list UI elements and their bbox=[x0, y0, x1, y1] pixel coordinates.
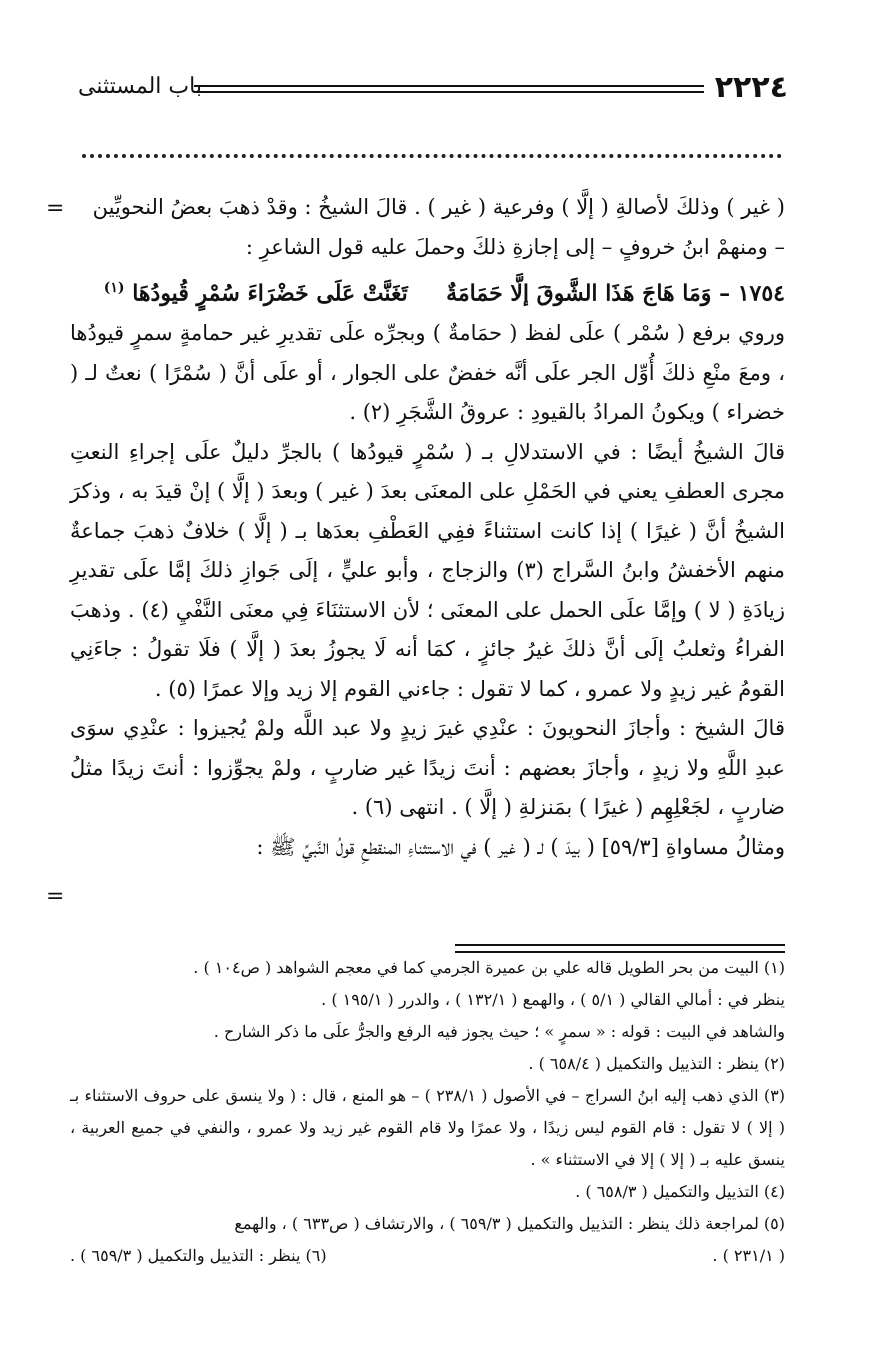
paragraph-2: وروي برفع ( سُمْر ) علَى لفظ ( حمَامةٌ ) وبجرِّه علَى تقديرِ غير حمامةٍ سمرٍ قيودُها ، ومعَ منْعِ ذلكَ أُوِّل الجر علَى أنَّه خفضٌ على الجوار ، أو علَى أنَّ ( سُمْرًا ) نعتٌ لـ ( خضراء ) ويكونُ المرادُ بالقيودِ : عروقُ الشَّجَرِ (٢) . bbox=[70, 321, 785, 425]
verse-number: ١٧٥٤ – bbox=[719, 280, 785, 307]
verse-second-hemistich: تَغَنَّتْ عَلَى خَضْرَاءَ سُمْرٍ قُيودُهَا bbox=[132, 280, 408, 307]
verse-footnote-ref: (١) bbox=[103, 280, 125, 296]
footnote-1-line-1: (١) البيت من بحر الطويل قاله علي بن عميرة الجرمي كما في معجم الشواهد ( ص١٠٤ ) . bbox=[193, 958, 785, 977]
footnotes bbox=[70, 952, 785, 1272]
footnote-5-cont: ( ٢٣١/١ ) . bbox=[712, 1246, 785, 1265]
footnote-5-6-row bbox=[70, 1240, 785, 1272]
paragraph-1-line-2: – ومنهمْ ابنُ خروفٍ – إلى إجازةِ ذلكَ وحملَ عليه قول الشاعرِ : bbox=[245, 234, 785, 259]
paragraph-5: ومثالُ مساواةِ [٥٩/٣] ( بيدَ ) لـ ( غير ) في الاستثناءِ المنقطعِ قولُ النَّبيِّ ﷺ : bbox=[256, 834, 785, 859]
footnote-2: (٢) ينظر : التذييل والتكميل ( ٦٥٨/٤ ) . bbox=[528, 1054, 785, 1073]
footnote-3: (٣) الذي ذهب إليه ابنُ السراج – في الأصول ( ٢٣٨/١ ) – هو المنع ، قال : ( ولا ينسق على حروف الاستثناء بـ ( إلا ) لا تقول : قام القوم ليس زيدًا ، ولا عمرًا ولا قام القوم غير زيد ولا عمرو ، والنفي في جميع العربية ، ينسق عليه بـ ( إلا ) إلا في الاستثناء » . bbox=[70, 1086, 786, 1169]
main-text bbox=[70, 188, 785, 867]
paragraph-4: قالَ الشيخ : وأجازَ النحويونَ : عنْدِي غيرَ زيدٍ ولا عبد اللَّه ولمْ يُجيزوا : عنْدِي سوَى عبدِ اللَّهِ ولا زيدٍ ، وأجازَ بعضهم : أنتَ زيدًا غير ضاربٍ ، ولمْ يجوِّزوا : أنتَ زيدًا مثلُ ضاربٍ ، لجَعْلِهِم ( غيرًا ) بمَنزلةِ ( إلَّا ) . انتهى (٦) . bbox=[70, 716, 785, 820]
footnote-6: (٦) ينظر : التذييل والتكميل ( ٦٥٩/٣ ) . bbox=[70, 1246, 327, 1265]
dotted-separator bbox=[82, 138, 782, 158]
footnote-5: (٥) لمراجعة ذلك ينظر : التذييل والتكميل ( ٦٥٩/٣ ) ، والارتشاف ( ص٦٣٣ ) ، والهمع bbox=[234, 1214, 785, 1233]
chapter-title: باب المستثنى bbox=[78, 74, 202, 99]
footnote-4: (٤) التذييل والتكميل ( ٦٥٨/٣ ) . bbox=[575, 1182, 785, 1201]
continuation-marker-start: = bbox=[46, 196, 65, 221]
continuation-marker-end: = bbox=[46, 884, 65, 909]
page-number: ٢٢٢٤ bbox=[714, 70, 788, 105]
footnote-1-line-2: ينظر في : أمالي القالي ( ٥/١ ) ، والهمع ( ١٣٢/١ ) ، والدرر ( ١٩٥/١ ) . bbox=[321, 990, 785, 1009]
paragraph-3: قالَ الشيخُ أيضًا : في الاستدلالِ بـ ( سُمْرٍ قيودُها ) بالجرِّ دليلٌ علَى إجراءِ النعتِ مجرى العطفِ يعني في الحَمْلِ على المعنَى بعدَ ( غير ) وبعدَ ( إلَّا ) إنْ قيدَ به ، وذكرَ الشيخُ أنَّ ( غيرًا ) إذا كانت استثناءً ففِي العَطْفِ بعدَها بـ ( إلَّا ) خلافٌ ذهبَ جماعةٌ منهم الأخفشُ وابنُ السَّراج (٣) والزجاج ، وأبو عليٍّ ، إلَى جَوازِ ذلكَ إمَّا علَى تقديرِ زيادَةِ ( لا ) وإمَّا علَى الحمل على المعنَى ؛ لأن الاستثنَاءَ فِي معنَى النَّفْيِ (٤) . وذهبَ الفراءُ وثعلبُ إلَى أنَّ ذلكَ غيرُ جائزٍ ، كمَا أنه لَا يجوزُ بعدَ ( إلَّا ) فلَا تقولُ : جاءَنِي القومُ غير زيدٍ ولا عمرو ، كما لا تقول : جاءني القوم إلا زيد وإلا عمرًا (٥) . bbox=[70, 439, 786, 701]
verse-line bbox=[70, 267, 785, 314]
paragraph-1-line-1: ( غير ) وذلكَ لأصالةِ ( إلَّا ) وفرعية ( غير ) . قالَ الشيخُ : وقدْ ذهبَ بعضُ النحويِّين bbox=[92, 195, 785, 219]
footnote-1-line-3: والشاهد في البيت : قوله : « سمرٍ » ؛ حيث يجوز فيه الرفع والجرُّ علَى ما ذكر الشارح . bbox=[213, 1022, 785, 1041]
header-rule bbox=[194, 85, 704, 93]
running-header bbox=[78, 70, 788, 110]
verse-first-hemistich: وَمَا هَاجَ هَذَا الشَّوقَ إلَّا حَمَامَةٌ bbox=[446, 280, 712, 307]
